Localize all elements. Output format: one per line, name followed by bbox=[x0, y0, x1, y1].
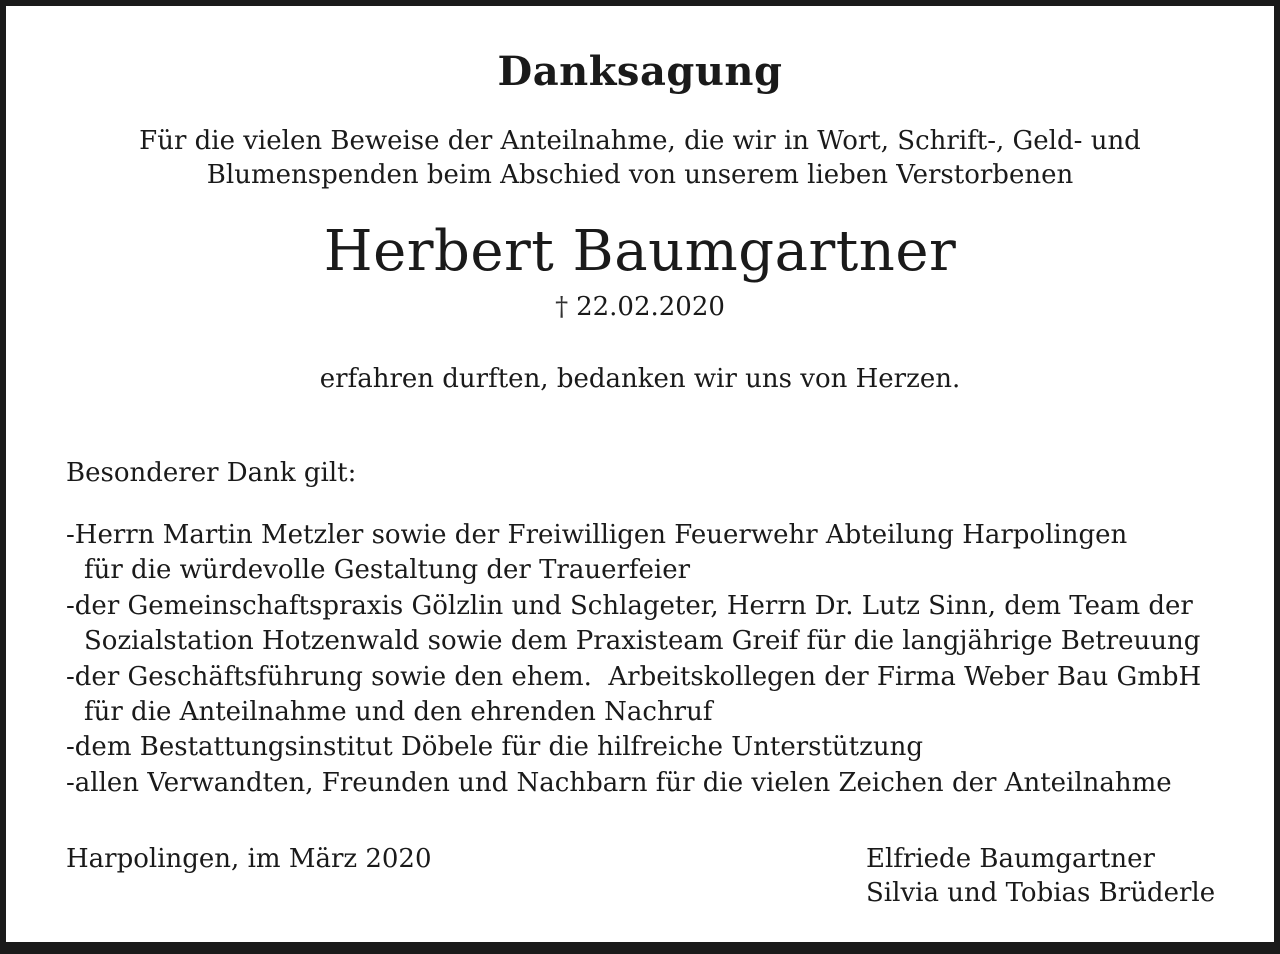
thanks-heading: Besonderer Dank gilt: bbox=[66, 458, 357, 488]
thanks-line: -der Geschäftsführung sowie den ehem. Arbeitskollegen der Firma Weber Bau GmbH bbox=[66, 661, 1202, 692]
signature-line: Elfriede Baumgartner bbox=[866, 844, 1155, 874]
thanks-line: für die Anteilnahme und den ehrenden Nachruf bbox=[84, 697, 713, 728]
thanks-line: für die würdevolle Gestaltung der Trauerfeier bbox=[84, 555, 691, 586]
thanks-line: Sozialstation Hotzenwald sowie dem Praxisteam Greif für die langjährige Betreuung bbox=[84, 626, 1201, 657]
cross-icon: † bbox=[555, 292, 569, 322]
signature-block bbox=[866, 842, 1215, 910]
closing-line: erfahren durften, bedanken wir uns von Herzen. bbox=[319, 364, 961, 394]
thanks-line: -dem Bestattungsinstitut Döbele für die hilfreiche Unterstützung bbox=[66, 732, 923, 763]
thanks-line: -allen Verwandten, Freunden und Nachbarn für die vielen Zeichen der Anteilnahme bbox=[66, 767, 1172, 798]
intro-line-2: Blumenspenden beim Abschied von unserem lieben Verstorbenen bbox=[206, 160, 1074, 190]
place-date: Harpolingen, im März 2020 bbox=[66, 844, 432, 874]
death-date-line bbox=[6, 290, 1274, 324]
death-date: 22.02.2020 bbox=[576, 292, 725, 322]
thanks-list bbox=[66, 518, 1201, 801]
thanks-line: -der Gemeinschaftspraxis Gölzlin und Schlageter, Herrn Dr. Lutz Sinn, dem Team der bbox=[66, 590, 1193, 621]
signature-line: Silvia und Tobias Brüderle bbox=[866, 878, 1216, 908]
thanks-line: -Herrn Martin Metzler sowie der Freiwilligen Feuerwehr Abteilung Harpolingen bbox=[66, 520, 1128, 550]
deceased-name: Herbert Baumgartner bbox=[323, 219, 957, 284]
intro-line-1: Für die vielen Beweise der Anteilnahme, die wir in Wort, Schrift-, Geld- und bbox=[139, 126, 1141, 156]
notice-title: Danksagung bbox=[497, 48, 783, 95]
